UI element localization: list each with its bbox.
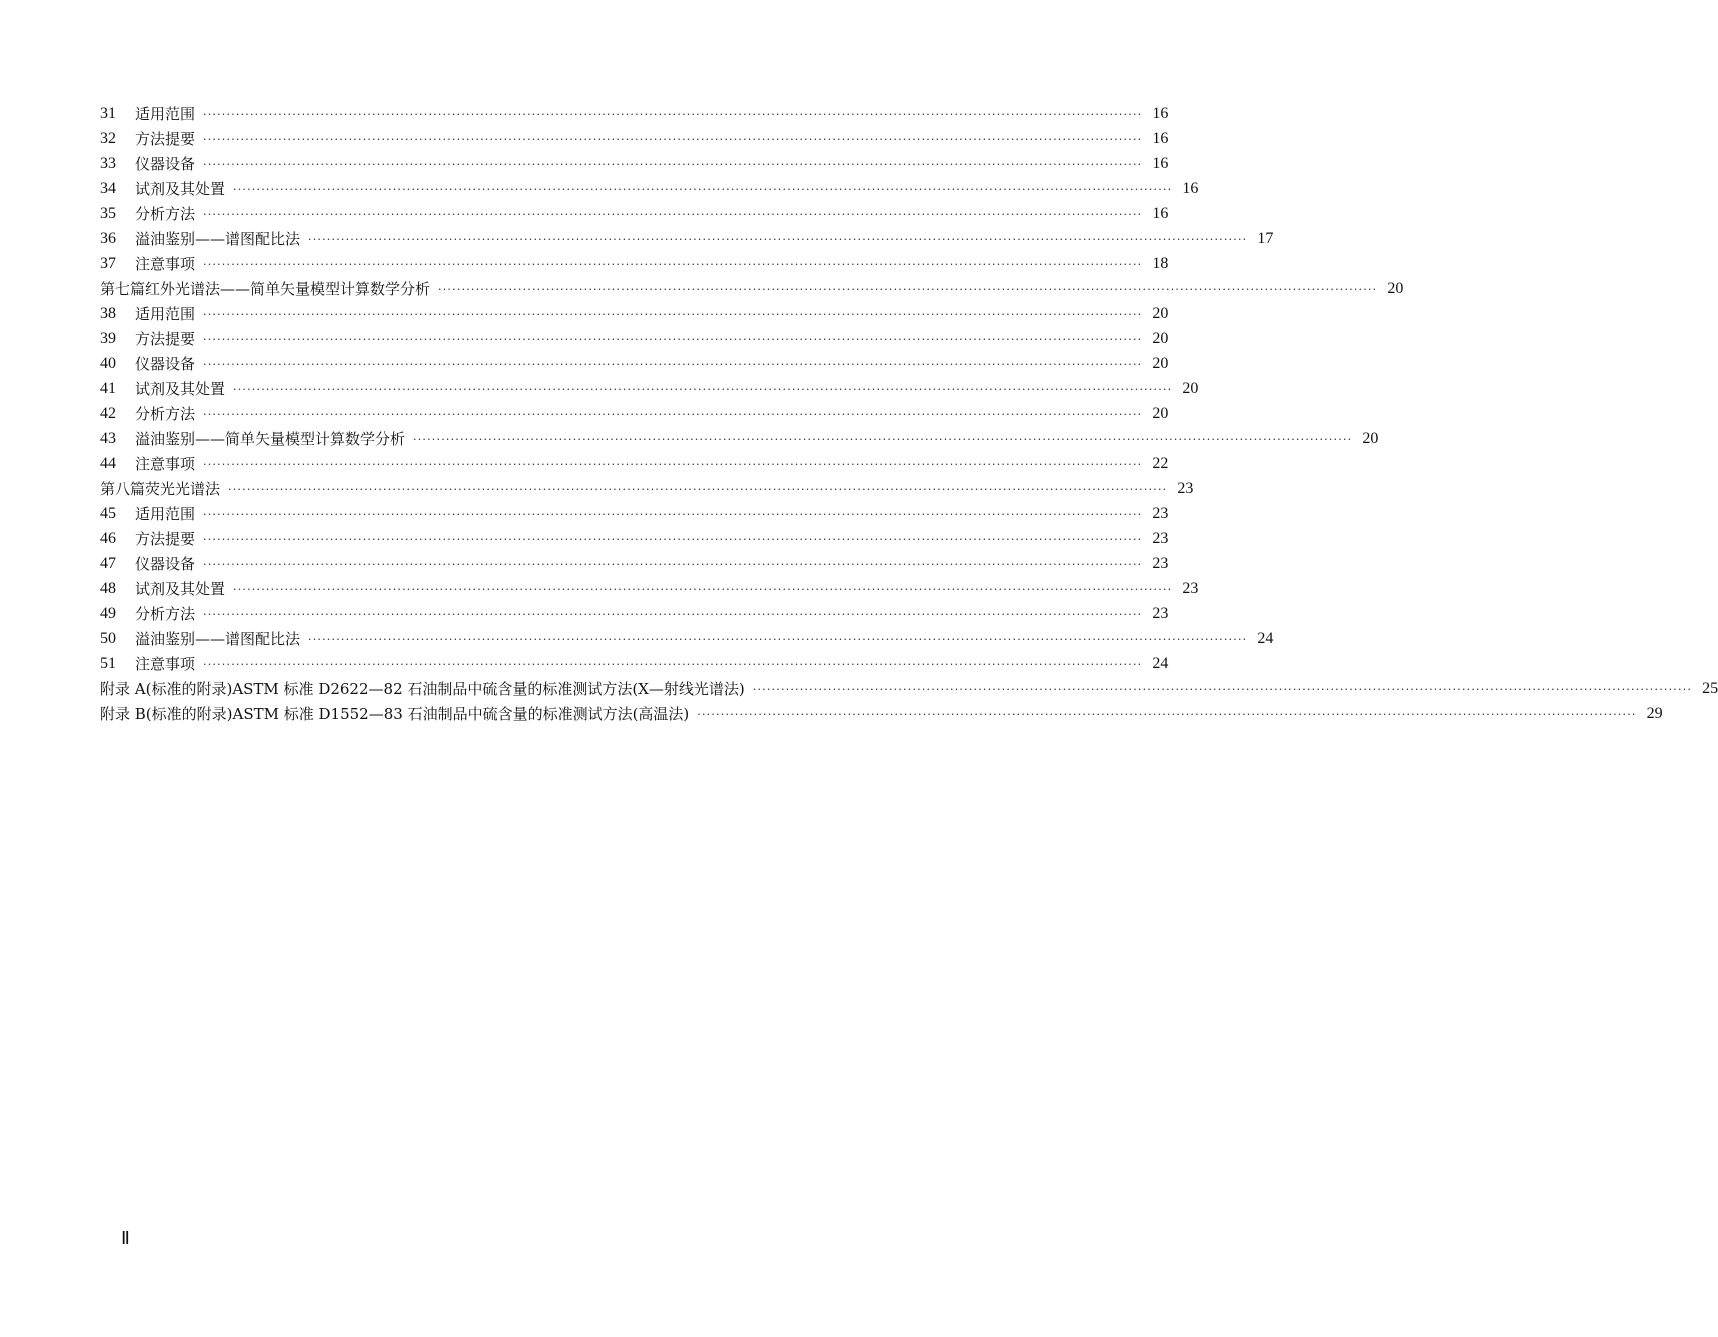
dot-leader: ········································································································································································································ (203, 658, 1143, 671)
toc-section-entry[interactable] (100, 276, 1404, 301)
entry-title: 仪器设备 (135, 155, 196, 173)
toc-entry[interactable] (100, 226, 1274, 251)
dot-leader: ········································································································································································································ (203, 533, 1143, 546)
entry-page-number: 23 (1152, 604, 1169, 622)
entry-number: 41 (100, 379, 116, 397)
entry-number: 46 (100, 529, 116, 547)
page-number: Ⅱ (121, 1228, 130, 1248)
entry-number: 50 (100, 629, 116, 647)
entry-number: 45 (100, 504, 116, 522)
section-label: 第八篇 (100, 480, 146, 498)
entry-page-number: 16 (1152, 204, 1169, 222)
entry-number: 42 (100, 404, 116, 422)
toc-entry[interactable] (100, 426, 1379, 451)
entry-page-number: 24 (1257, 629, 1274, 647)
entry-title: 方法提要 (135, 530, 196, 548)
dot-leader: ········································································································································································································ (203, 258, 1143, 271)
dot-leader: ········································································································································································································ (308, 233, 1248, 246)
toc-entry[interactable] (100, 376, 1199, 401)
toc-entry[interactable] (100, 401, 1169, 426)
toc-entry[interactable] (100, 501, 1169, 526)
entry-page-number: 16 (1182, 179, 1199, 197)
toc-entry[interactable] (100, 176, 1199, 201)
entry-number: 40 (100, 354, 116, 372)
entry-number: 35 (100, 204, 116, 222)
entry-title: 分析方法 (135, 405, 196, 423)
dot-leader: ········································································································································································································ (203, 558, 1143, 571)
entry-number: 36 (100, 229, 116, 247)
entry-number: 37 (100, 254, 116, 272)
entry-title: 适用范围 (135, 505, 196, 523)
entry-page-number: 25 (1702, 679, 1718, 697)
entry-title: 方法提要 (135, 130, 196, 148)
toc-entry[interactable] (100, 126, 1169, 151)
toc-entry[interactable] (100, 301, 1169, 326)
entry-number: 51 (100, 654, 116, 672)
toc-entry[interactable] (100, 451, 1169, 476)
entry-title: 试剂及其处置 (135, 380, 226, 398)
toc-entry[interactable] (100, 151, 1169, 176)
entry-page-number: 16 (1152, 129, 1169, 147)
entry-page-number: 22 (1152, 454, 1169, 472)
dot-leader: ········································································································································································································ (203, 608, 1143, 621)
dot-leader: ········································································································································································································ (203, 358, 1143, 371)
entry-title: 注意事项 (135, 655, 196, 673)
entry-page-number: 23 (1152, 554, 1169, 572)
dot-leader: ········································································································································································································ (203, 508, 1143, 521)
entry-title: 仪器设备 (135, 555, 196, 573)
toc-entry[interactable] (100, 326, 1169, 351)
toc-entry[interactable] (100, 351, 1169, 376)
section-label: 第七篇 (100, 280, 146, 298)
entry-number: 43 (100, 429, 116, 447)
dot-leader: ········································································································································································································ (438, 283, 1378, 296)
entry-page-number: 18 (1152, 254, 1169, 272)
dot-leader: ········································································································································································································ (203, 333, 1143, 346)
entry-title: 分析方法 (135, 605, 196, 623)
toc-entry[interactable] (100, 576, 1199, 601)
entry-number: 47 (100, 554, 116, 572)
dot-leader: ········································································································································································································ (233, 583, 1173, 596)
toc-section-entry[interactable] (100, 676, 1718, 701)
dot-leader: ········································································································································································································ (203, 158, 1143, 171)
table-of-contents (100, 101, 1718, 726)
entry-title: 溢油鉴别——简单矢量模型计算数学分析 (135, 430, 406, 448)
dot-leader: ········································································································································································································ (203, 108, 1143, 121)
dot-leader: ········································································································································································································ (233, 183, 1173, 196)
entry-number: 32 (100, 129, 116, 147)
entry-number: 48 (100, 579, 116, 597)
entry-page-number: 20 (1387, 279, 1404, 297)
entry-page-number: 24 (1152, 654, 1169, 672)
entry-page-number: 29 (1646, 704, 1663, 722)
entry-page-number: 23 (1182, 579, 1199, 597)
toc-entry[interactable] (100, 601, 1169, 626)
entry-title: 注意事项 (135, 255, 196, 273)
dot-leader: ········································································································································································································ (203, 133, 1143, 146)
entry-title: ASTM 标准 D2622—82 石油制品中硫含量的标准测试方法(X—射线光谱法) (232, 680, 745, 698)
dot-leader: ········································································································································································································ (203, 408, 1143, 421)
entry-title: 溢油鉴别——谱图配比法 (135, 230, 301, 248)
entry-page-number: 16 (1152, 104, 1169, 122)
dot-leader: ········································································································································································································ (228, 483, 1168, 496)
entry-page-number: 23 (1177, 479, 1194, 497)
entry-title: 溢油鉴别——谱图配比法 (135, 630, 301, 648)
entry-title: 荧光光谱法 (145, 480, 221, 498)
entry-number: 38 (100, 304, 116, 322)
section-label: 附录 B(标准的附录) (100, 705, 233, 723)
entry-title: 仪器设备 (135, 355, 196, 373)
dot-leader: ········································································································································································································ (752, 683, 1693, 696)
dot-leader: ········································································································································································································ (413, 433, 1353, 446)
entry-page-number: 20 (1362, 429, 1379, 447)
entry-title: 红外光谱法——简单矢量模型计算数学分析 (145, 280, 431, 298)
entry-title: 试剂及其处置 (135, 180, 226, 198)
entry-page-number: 20 (1152, 404, 1169, 422)
entry-title: 适用范围 (135, 105, 196, 123)
entry-page-number: 23 (1152, 504, 1169, 522)
entry-number: 49 (100, 604, 116, 622)
entry-number: 39 (100, 329, 116, 347)
section-label: 附录 A(标准的附录) (100, 680, 233, 698)
entry-title: 分析方法 (135, 205, 196, 223)
entry-page-number: 20 (1182, 379, 1199, 397)
entry-number: 44 (100, 454, 116, 472)
entry-page-number: 20 (1152, 354, 1169, 372)
toc-section-entry[interactable] (100, 476, 1194, 501)
toc-entry[interactable] (100, 251, 1169, 276)
toc-entry[interactable] (100, 526, 1169, 551)
entry-title: 适用范围 (135, 305, 196, 323)
dot-leader: ········································································································································································································ (697, 708, 1637, 721)
dot-leader: ········································································································································································································ (233, 383, 1173, 396)
entry-number: 33 (100, 154, 116, 172)
dot-leader: ········································································································································································································ (203, 308, 1143, 321)
entry-title: 试剂及其处置 (135, 580, 226, 598)
toc-entry[interactable] (100, 626, 1274, 651)
entry-number: 31 (100, 104, 116, 122)
toc-entry[interactable] (100, 651, 1169, 676)
toc-entry[interactable] (100, 201, 1169, 226)
entry-title: ASTM 标准 D1552—83 石油制品中硫含量的标准测试方法(高温法) (232, 705, 690, 723)
entry-page-number: 16 (1152, 154, 1169, 172)
toc-entry[interactable] (100, 101, 1169, 126)
entry-page-number: 17 (1257, 229, 1274, 247)
dot-leader: ········································································································································································································ (308, 633, 1248, 646)
dot-leader: ········································································································································································································ (203, 458, 1143, 471)
entry-page-number: 20 (1152, 304, 1169, 322)
entry-title: 方法提要 (135, 330, 196, 348)
entry-page-number: 20 (1152, 329, 1169, 347)
entry-title: 注意事项 (135, 455, 196, 473)
dot-leader: ········································································································································································································ (203, 208, 1143, 221)
entry-page-number: 23 (1152, 529, 1169, 547)
entry-number: 34 (100, 179, 116, 197)
toc-section-entry[interactable] (100, 701, 1663, 726)
toc-entry[interactable] (100, 551, 1169, 576)
